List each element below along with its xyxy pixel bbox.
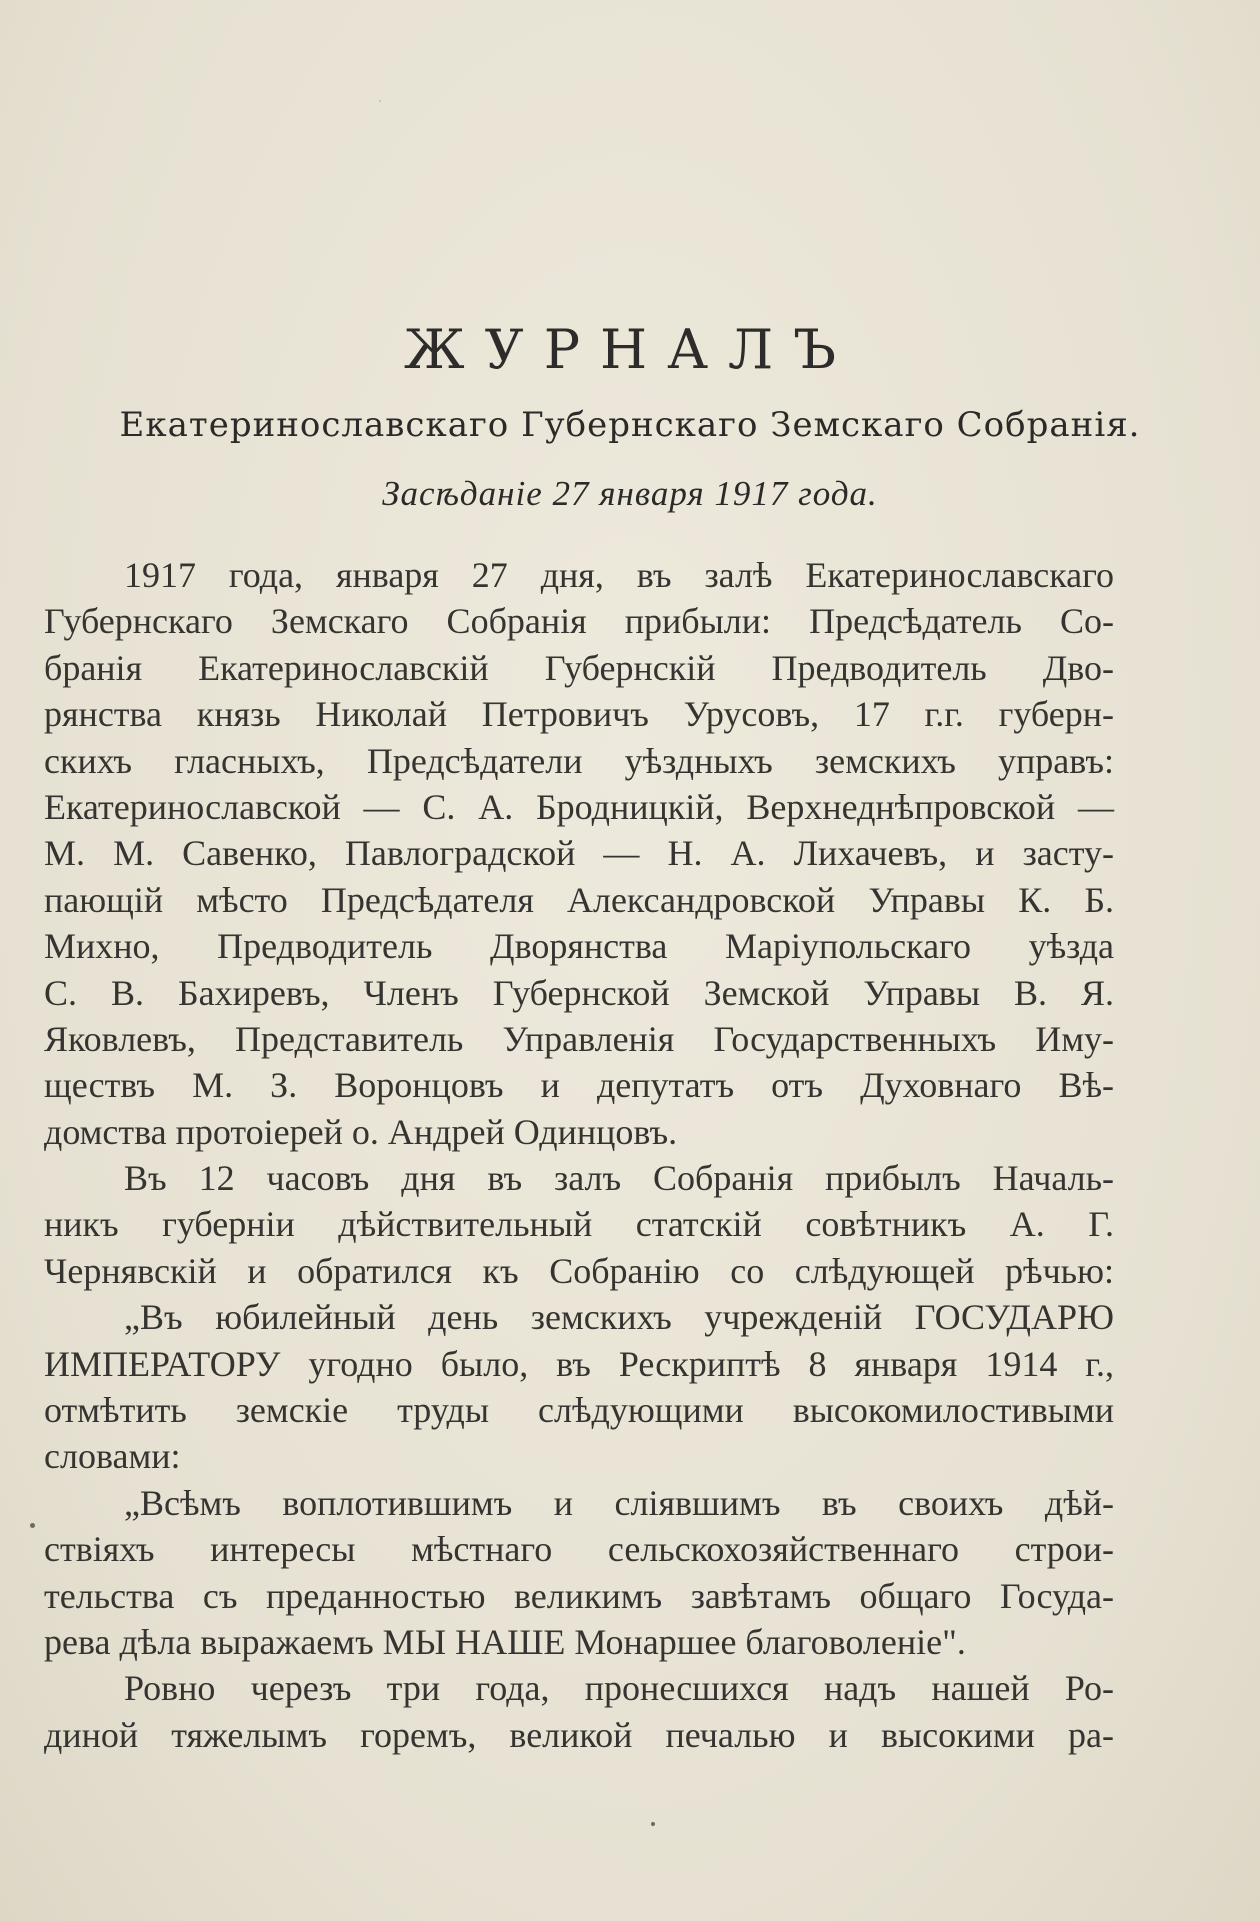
text-line: рянства князь Николай Петровичъ Урусовъ, 17 г.г. губерн- xyxy=(44,694,1114,735)
text-line: никъ губерніи дѣйствительный статскій совѣтникъ А. Г. xyxy=(44,1204,1114,1245)
text-line: ИМПЕРАТОРУ угодно было, въ Рескриптѣ 8 января 1914 г., xyxy=(44,1343,1114,1384)
session-date: Засѣданіе 27 января 1917 года. xyxy=(382,474,878,513)
text-line: рева дѣла выражаемъ МЫ НАШЕ Монаршее благоволеніе". xyxy=(44,1621,966,1662)
text-line: ществъ М. З. Воронцовъ и депутатъ отъ Духовнаго Вѣ- xyxy=(44,1065,1114,1106)
ink-speck xyxy=(30,1523,35,1528)
text-line: 1917 года, января 27 дня, въ залѣ Екатеринославскаго xyxy=(124,555,1114,595)
text-line: Михно, Предводитель Дворянства Маріупольскаго уѣзда xyxy=(44,926,1114,967)
text-line: домства протоіерей о. Андрей Одинцовъ. xyxy=(44,1111,678,1152)
text-line: Ровно черезъ три года, пронесшихся надъ нашей Ро- xyxy=(124,1668,1114,1709)
body-text xyxy=(44,552,1114,1758)
page-dot: · xyxy=(377,94,383,110)
text-line: С. В. Бахиревъ, Членъ Губернской Земской Управы В. Я. xyxy=(44,972,1114,1013)
journal-title: ЖУРНАЛЪ xyxy=(404,318,856,381)
text-line: Губернскаго Земскаго Собранія прибыли: Предсѣдатель Со- xyxy=(44,601,1114,642)
text-line: Чернявскій и обратился къ Собранію со слѣдующей рѣчью: xyxy=(44,1250,1114,1291)
ink-speck xyxy=(651,1822,655,1826)
text-line: Въ 12 часовъ дня въ залъ Собранія прибылъ Началь- xyxy=(124,1158,1114,1199)
text-line: „Въ юбилейный день земскихъ учрежденій ГОСУДАРЮ xyxy=(124,1297,1114,1338)
text-line: пающій мѣсто Предсѣдателя Александровской Управы К. Б. xyxy=(44,879,1114,920)
text-line: скихъ гласныхъ, Предсѣдатели уѣздныхъ земскихъ управъ: xyxy=(44,740,1114,781)
text-line: Яковлевъ, Представитель Управленія Государственныхъ Иму- xyxy=(44,1018,1114,1059)
assembly-subtitle: Екатеринославскаго Губернскаго Земскаго Собранія. xyxy=(119,405,1141,445)
text-line: бранія Екатеринославскій Губернскій Предводитель Дво- xyxy=(44,647,1114,688)
text-line: тельства съ преданностью великимъ завѣтамъ общаго Госуда- xyxy=(44,1575,1114,1616)
text-line: Екатеринославской — С. А. Бродницкій, Верхнеднѣпровской — xyxy=(44,786,1114,827)
text-line: „Всѣмъ воплотившимъ и сліявшимъ въ своихъ дѣй- xyxy=(124,1482,1114,1523)
text-line: отмѣтить земскіе труды слѣдующими высокомилостивыми xyxy=(44,1390,1114,1431)
text-line: М. М. Савенко, Павлоградской — Н. А. Лихачевъ, и засту- xyxy=(44,833,1114,874)
text-line: диной тяжелымъ горемъ, великой печалью и высокими ра- xyxy=(44,1714,1114,1755)
text-line: ствіяхъ интересы мѣстнаго сельскохозяйственнаго строи- xyxy=(44,1529,1114,1570)
text-line: словами: xyxy=(44,1436,181,1477)
